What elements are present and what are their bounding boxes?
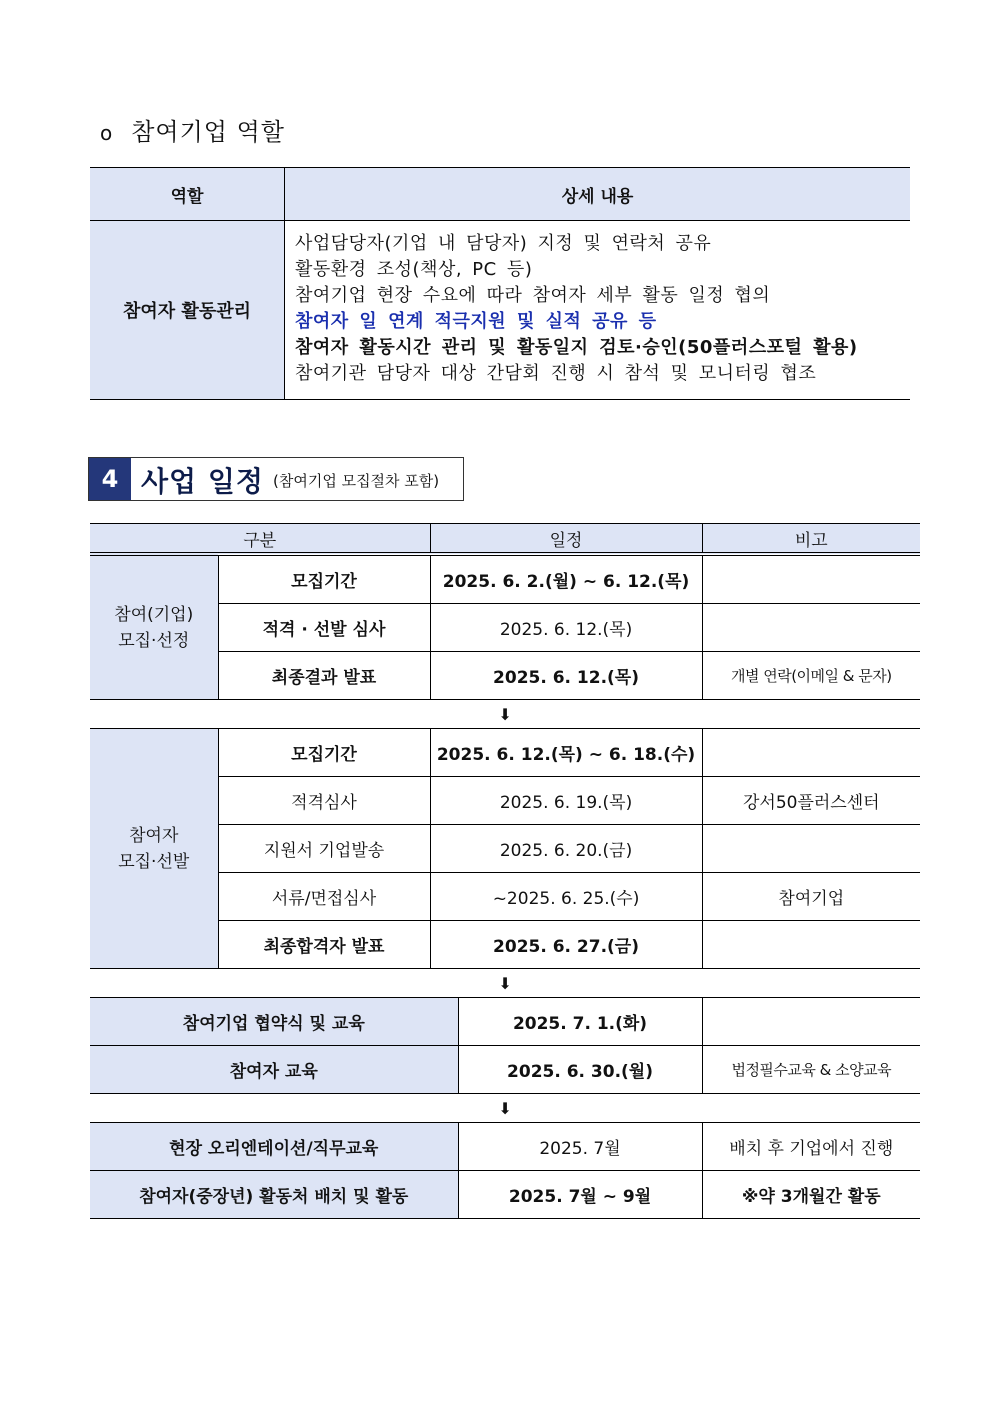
roles-header-row (90, 168, 910, 221)
note-cell (702, 998, 920, 1046)
date-cell: 2025. 6. 19.(목) (430, 777, 702, 825)
header-note: 비고 (702, 524, 920, 555)
flow-arrow-row (90, 969, 920, 998)
date-cell: 2025. 6. 12.(목) (430, 652, 702, 700)
note-cell: 개별 연락(이메일 & 문자) (702, 652, 920, 700)
note-cell (702, 729, 920, 777)
role-name-cell: 참여자 활동관리 (90, 221, 285, 400)
roles-section-title (100, 112, 285, 147)
stage-label-cell: 참여자 교육 (90, 1046, 458, 1094)
role-detail-line-bold: 참여자 활동시간 관리 및 활동일지 검토·승인(50플러스포털 활용) (295, 337, 858, 358)
step-cell: 최종합격자 발표 (218, 921, 430, 969)
group-label-participant (90, 729, 218, 969)
date-cell: 2025. 6. 27.(금) (430, 921, 702, 969)
schedule-section-header (88, 457, 464, 501)
table-row (90, 998, 920, 1046)
note-cell: 참여기업 (702, 873, 920, 921)
note-cell (702, 921, 920, 969)
role-detail-line: 참여기관 담당자 대상 간담회 진행 시 참석 및 모니터링 협조 (295, 363, 817, 384)
down-arrow-icon: ⬇ (90, 969, 920, 998)
flow-arrow-row (90, 700, 920, 729)
role-detail-line: 사업담당자(기업 내 담당자) 지정 및 연락처 공유 (295, 233, 712, 254)
schedule-table (90, 523, 920, 1219)
role-detail-line: 참여기업 현장 수요에 따라 참여자 세부 활동 일정 협의 (295, 285, 771, 306)
schedule-section-title: 사업 일정 (141, 465, 264, 498)
note-cell (702, 554, 920, 604)
section-number-badge: 4 (89, 458, 131, 500)
role-detail-line: 활동환경 조성(책상, PC 등) (295, 259, 533, 280)
down-arrow-icon: ⬇ (90, 1094, 920, 1123)
date-cell: 2025. 7월 (458, 1123, 702, 1171)
step-cell: 적격 · 선발 심사 (218, 604, 430, 652)
note-cell (702, 604, 920, 652)
date-cell: 2025. 6. 2.(월) ~ 6. 12.(목) (430, 554, 702, 604)
date-cell: 2025. 7. 1.(화) (458, 998, 702, 1046)
table-row (90, 1046, 920, 1094)
date-cell: 2025. 6. 20.(금) (430, 825, 702, 873)
group-label-line: 모집·선정 (118, 630, 190, 651)
note-cell: ※약 3개월간 활동 (702, 1171, 920, 1219)
date-cell: 2025. 6. 12.(목) (430, 604, 702, 652)
schedule-header-row (90, 524, 920, 555)
note-cell: 법정필수교육 & 소양교육 (702, 1046, 920, 1094)
stage-label-cell: 현장 오리엔테이션/직무교육 (90, 1123, 458, 1171)
flow-arrow-row (90, 1094, 920, 1123)
group-label-line: 참여(기업) (114, 604, 194, 625)
table-row (90, 554, 920, 604)
down-arrow-icon: ⬇ (90, 700, 920, 729)
date-cell: 2025. 6. 30.(월) (458, 1046, 702, 1094)
step-cell: 서류/면접심사 (218, 873, 430, 921)
header-category: 구분 (90, 524, 430, 555)
note-cell: 배치 후 기업에서 진행 (702, 1123, 920, 1171)
stage-label-cell: 참여자(중장년) 활동처 배치 및 활동 (90, 1171, 458, 1219)
step-cell: 모집기간 (218, 554, 430, 604)
date-cell: 2025. 7월 ~ 9월 (458, 1171, 702, 1219)
schedule-section-subtitle: (참여기업 모집절차 포함) (273, 472, 440, 490)
table-row (90, 1171, 920, 1219)
roles-table (90, 167, 910, 400)
roles-header-details: 상세 내용 (285, 168, 911, 221)
table-row (90, 729, 920, 777)
roles-body-row (90, 221, 910, 400)
roles-title-text: 참여기업 역할 (131, 118, 285, 146)
step-cell: 지원서 기업발송 (218, 825, 430, 873)
table-row (90, 1123, 920, 1171)
role-detail-line-highlight: 참여자 일 연계 적극지원 및 실적 공유 등 (295, 311, 657, 332)
step-cell: 최종결과 발표 (218, 652, 430, 700)
date-cell: ~2025. 6. 25.(수) (430, 873, 702, 921)
group-label-company (90, 554, 218, 700)
roles-header-role: 역할 (90, 168, 285, 221)
note-cell: 강서50플러스센터 (702, 777, 920, 825)
role-details-cell (285, 221, 911, 400)
stage-label-cell: 참여기업 협약식 및 교육 (90, 998, 458, 1046)
header-schedule: 일정 (430, 524, 702, 555)
group-label-line: 참여자 (129, 825, 179, 846)
bullet-marker: o (100, 121, 114, 145)
date-cell: 2025. 6. 12.(목) ~ 6. 18.(수) (430, 729, 702, 777)
note-cell (702, 825, 920, 873)
group-label-line: 모집·선발 (118, 851, 190, 872)
step-cell: 모집기간 (218, 729, 430, 777)
step-cell: 적격심사 (218, 777, 430, 825)
